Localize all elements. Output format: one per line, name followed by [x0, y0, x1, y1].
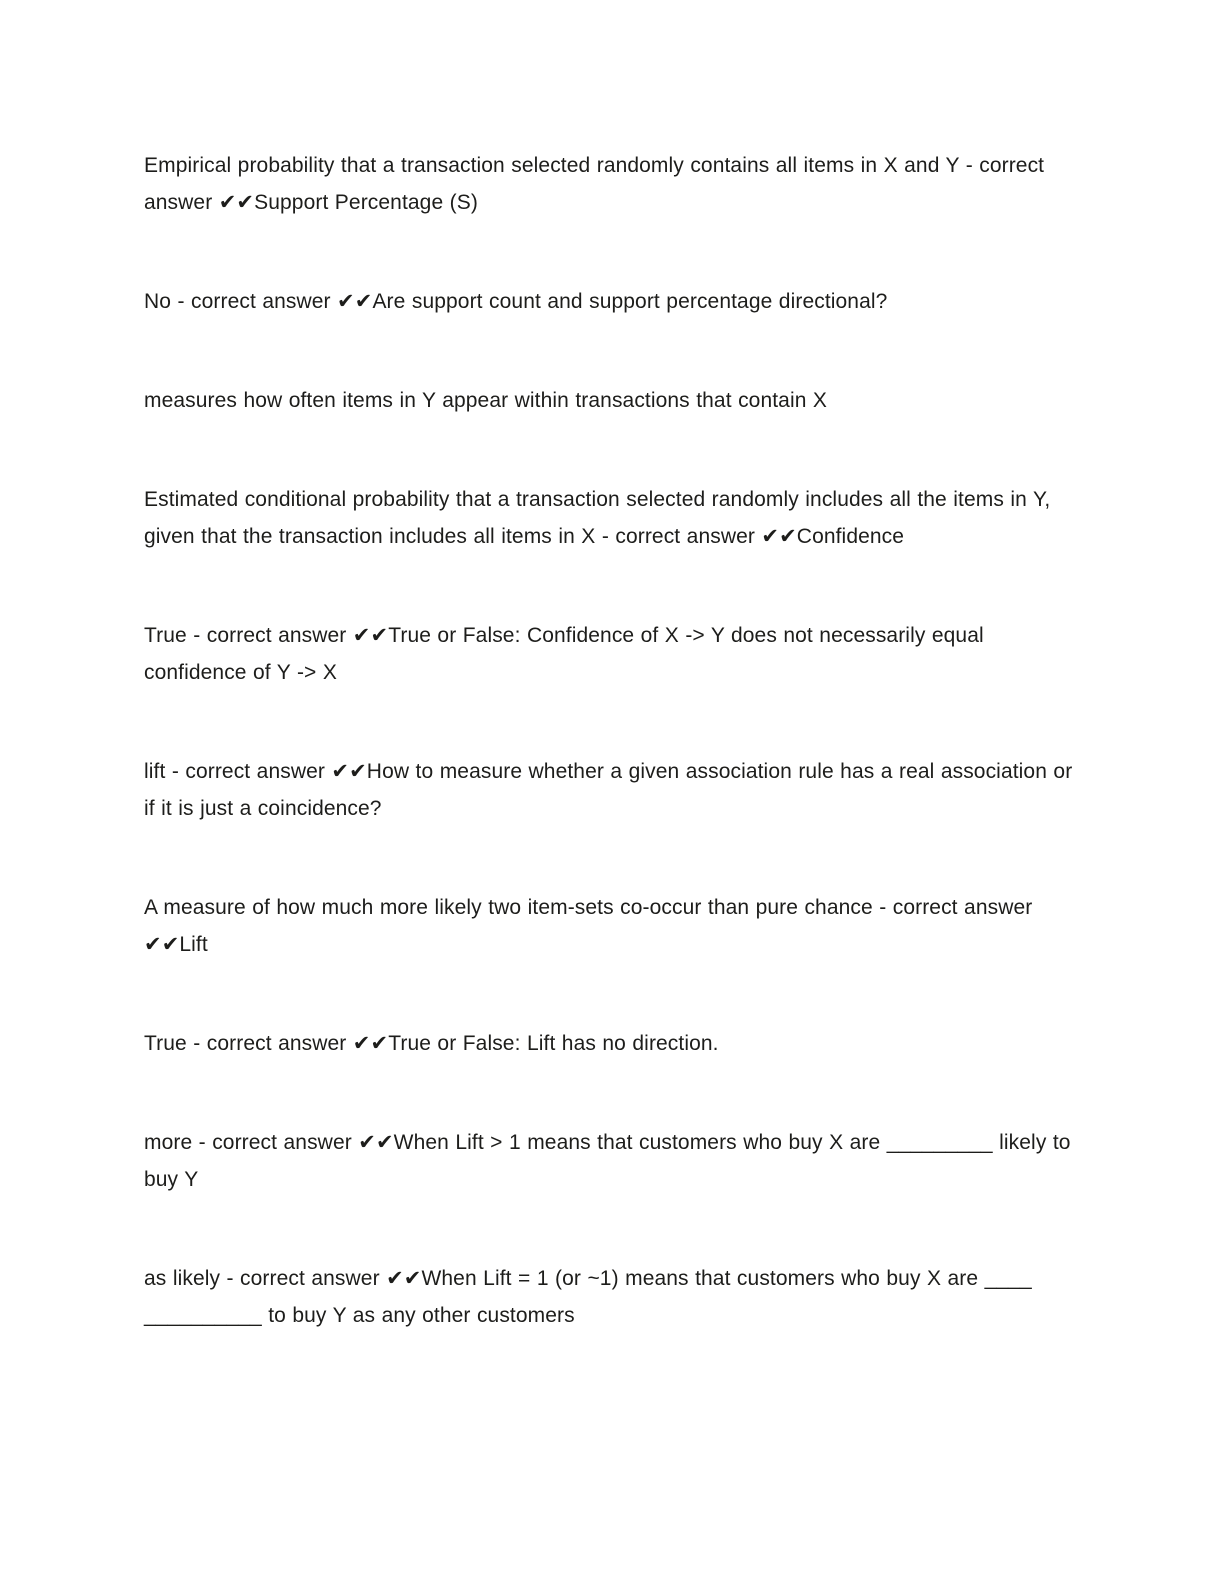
paragraph-confidence-definition: Estimated conditional probability that a transaction selected randomly includes all the items in Y, given that the transaction includes all items in X - correct answer ✔✔Confidence: [144, 488, 1051, 548]
paragraph-lift-question: lift - correct answer ✔✔How to measure whether a given association rule has a real association or if it is just a coincidence?: [144, 760, 1073, 820]
paragraph-support-percentage: Empirical probability that a transaction selected randomly contains all items in X and Y - correct answer ✔✔Support Percentage (S): [144, 154, 1045, 214]
paragraph-lift-definition: A measure of how much more likely two item-sets co-occur than pure chance - correct answer ✔✔Lift: [144, 896, 1033, 956]
paragraph-directional: No - correct answer ✔✔Are support count and support percentage directional?: [144, 290, 888, 313]
paragraph-measures-confidence: measures how often items in Y appear within transactions that contain X: [144, 389, 828, 412]
paragraph-lift-equals-one: as likely - correct answer ✔✔When Lift = 1 (or ~1) means that customers who buy X are ____ __________ to buy Y as any other customers: [144, 1267, 1032, 1327]
paragraph-lift-no-direction: True - correct answer ✔✔True or False: Lift has no direction.: [144, 1032, 719, 1055]
paragraph-lift-greater-than-one: more - correct answer ✔✔When Lift > 1 means that customers who buy X are _________ likely to buy Y: [144, 1131, 1071, 1191]
paragraph-confidence-true-false: True - correct answer ✔✔True or False: Confidence of X -> Y does not necessarily equal confidence of Y -> X: [144, 624, 984, 684]
